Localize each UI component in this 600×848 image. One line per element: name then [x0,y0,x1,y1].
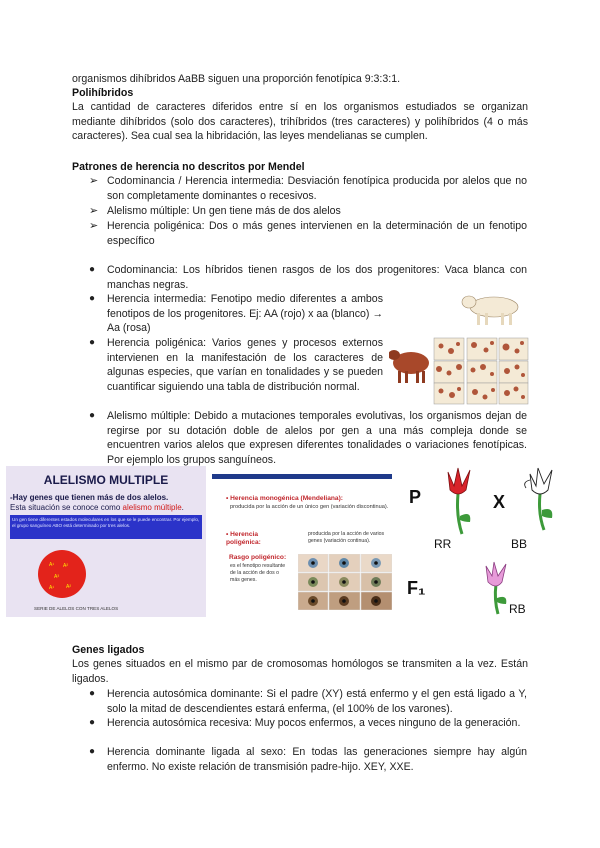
list-item: ● Herencia intermedia: Fenotipo medio diferentes a ambos fenotipos de los progenitores. Ej: AA (rojo) x aa (blanco) → Aa (rosa) [89,293,383,335]
intro-line: organismos dihíbridos AaBB siguen una proporción fenotípica 9:3:3:1. [72,73,401,85]
bullet-icon: ● [89,717,96,728]
slide-caption: SERIE DE ALELOS CON TRES ALELOS [34,606,119,611]
eye-color-grid [298,554,392,610]
list-item: ● Codominancia: Los híbridos tienen rasgos de los dos progenitores: Vaca blanca con manchas negras. [89,264,527,291]
cow-illustration [389,293,529,405]
list-item: ● Herencia autosómica dominante: Si el padre (XY) está enfermo y el gen está ligado a Y, solo la mitad de descendientes estará enferma, (el 100% de los varones). [89,688,527,715]
rasgo-title: Rasgo poligénico: [229,554,287,561]
polihibridos-text: La cantidad de caracteres diferidos entre sí en los organismos estudiados se organizan mediante dihíbridos (solo dos caracteres), trihíbridos (tres caracteres) y polihíbridos (4 o más caracteres). Sea cual sea la hibridación, las leyes mendelianas se cumplen. [72,101,528,143]
list-item: ● Herencia dominante ligada al sexo: En todas las generaciones siempre hay algún enfermo. No existe relación de transmisión padre-hijo. XEY, XXE. [89,746,527,773]
f1-label: F₁ [407,578,426,598]
white-flower-icon [525,468,553,530]
list-item: ● Herencia poligénica: Varios genes y procesos externos intervienen en la manifestación de los caracteres de algunas especies, que varían en tonalidades y se pueden cuantificar siguiendo una tabla de distribución normal. [89,337,383,393]
genes-ligados-heading: Genes ligados [72,644,145,656]
bb-label: BB [511,537,528,551]
arrow-marker-icon: ➢ [89,175,99,187]
bullet-icon: ● [89,410,96,421]
allele-label: A¹ [49,585,54,591]
rr-label: RR [434,537,452,551]
red-flower-icon [448,468,470,534]
patrones-heading: Patrones de herencia no descritos por Mendel [72,161,305,173]
slide-title: ALELISMO MULTIPLE [43,473,169,487]
slide-blue-box: Un gen tiene diferentes estados moleculares en los que se le puede encontrar. Por ejemplo, el grupo sanguíneo ABO está determinado por tres alelos. [10,515,202,539]
brown-cow [389,350,429,383]
pink-flower-icon [486,562,506,614]
slide-line-1: -Hay genes que tienen más de dos alelos. [10,493,169,502]
arrow-item: ➢ Codominancia / Herencia intermedia: Desviación fenotípica producida por alelos que no son completamente dominantes o recesivos. [89,175,527,202]
white-cow [462,296,518,325]
polihibridos-heading: Polihíbridos [72,87,134,99]
bullet-icon: ● [89,337,96,348]
mono-title: • Herencia monogénica (Mendeliana): [226,495,343,502]
arrow-marker-icon: ➢ [89,205,99,217]
allele-label: A¹ [49,562,54,568]
poli-title: • Herencia poligénica: [226,531,261,546]
flower-cross-figure [400,464,580,624]
poli-text: producida por la acción de varios genes (variación continua). [308,531,385,544]
allele-label: A³ [54,574,59,580]
allele-label: A² [66,584,71,590]
x-label: X [493,492,506,512]
slide-line-2: Esta situación se conoce como alelismo múltiple. [10,503,184,512]
list-item: ● Herencia autosómica recesiva: Muy pocos enfermos, a veces ninguno de la generación. [89,717,521,729]
mono-text: producida por la acción de un único gen (variación discontinua). [230,504,389,510]
bullet-icon: ● [89,293,96,304]
bullet-icon: ● [89,264,96,275]
rasgo-text: es el fenotipo resultante de la acción de dos o más genes. [230,563,286,583]
allele-circle [6,466,206,617]
arrow-marker-icon: ➢ [89,220,99,232]
bullet-icon: ● [89,746,96,757]
alelismo-slide [6,466,206,617]
p-label: P [409,487,422,507]
arrow-item: ➢ Alelismo múltiple: Un gen tiene más de dos alelos [89,205,341,217]
arrow-item: ➢ Herencia poligénica: Dos o más genes intervienen en la determinación de un fenotipo específico [89,220,527,247]
herencia-slide [212,474,392,612]
bullet-icon: ● [89,688,96,699]
allele-label: A² [63,563,68,569]
rb-label: RB [509,602,526,616]
genes-ligados-text: Los genes situados en el mismo par de cromosomas homólogos se transmiten a la vez. Están ligados. [72,658,528,685]
list-item: ● Alelismo múltiple: Debido a mutaciones temporales evolutivas, los organismos dejan de regirse por su dotación doble de alelos por gen a una más compleja donde se encuentren varios alelos que expresen diferentes tonalidades o variaciones fenotípicas. Por ejemplo los grupos sanguíneos. [89,410,527,466]
